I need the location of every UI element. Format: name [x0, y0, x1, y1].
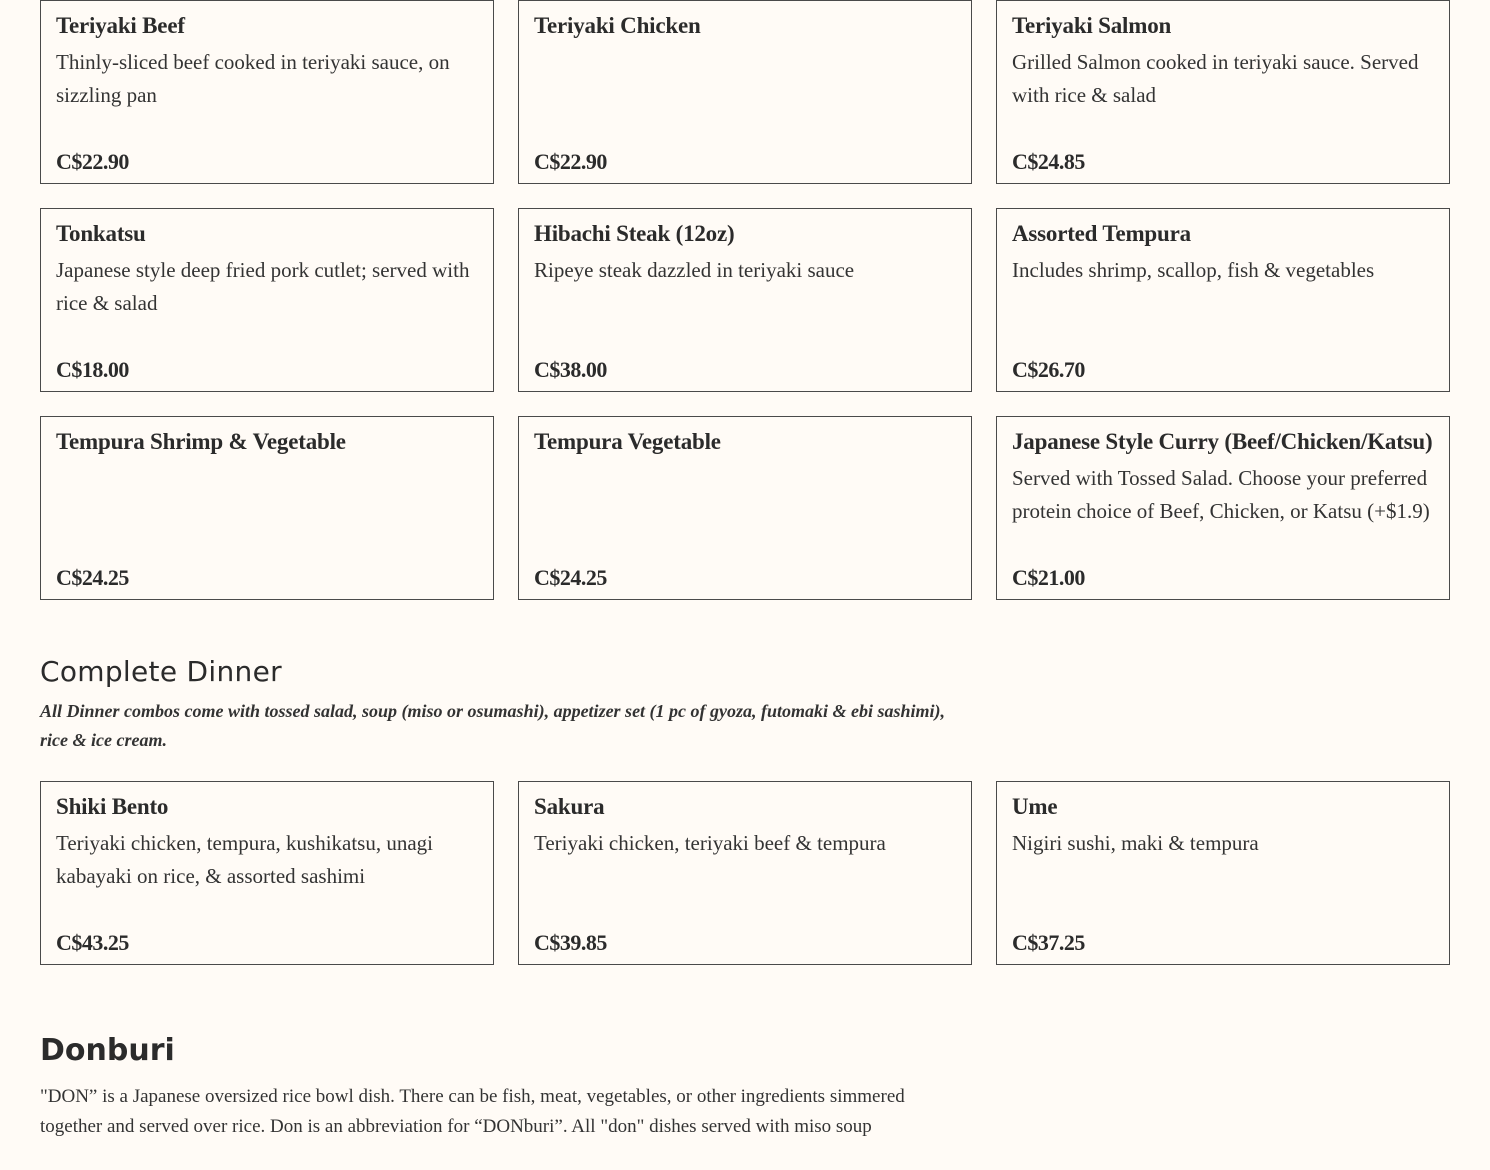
menu-item-name: Teriyaki Beef [56, 13, 185, 38]
menu-item-name: Sakura [534, 794, 605, 819]
menu-item-card[interactable] [518, 781, 972, 965]
menu-item-name: Ume [1012, 794, 1058, 819]
menu-item-card[interactable] [996, 416, 1450, 600]
menu-item-card[interactable] [40, 0, 494, 184]
menu-item-description: Nigiri sushi, maki & tempura [1012, 831, 1259, 855]
menu-item-card[interactable] [996, 781, 1450, 965]
menu-item-card[interactable] [518, 416, 972, 600]
menu-item-description: Japanese style deep fried pork cutlet; served with rice & salad [56, 258, 470, 315]
menu-item-price: C$21.00 [1012, 565, 1085, 590]
menu-item-description: Served with Tossed Salad. Choose your preferred protein choice of Beef, Chicken, or Katsu (+$1.9) [1012, 466, 1430, 523]
menu-item-description: Teriyaki chicken, tempura, kushikatsu, unagi kabayaki on rice, & assorted sashimi [56, 831, 434, 888]
menu-item-name: Shiki Bento [56, 794, 169, 819]
menu-item-description: Teriyaki chicken, teriyaki beef & tempura [534, 831, 886, 855]
menu-item-description: Thinly-sliced beef cooked in teriyaki sauce, on sizzling pan [56, 50, 450, 107]
menu-item-card[interactable] [518, 0, 972, 184]
menu-item-name: Japanese Style Curry (Beef/Chicken/Katsu) [1012, 429, 1433, 454]
menu-item-price: C$26.70 [1012, 357, 1085, 382]
section-description-donburi: "DON” is a Japanese oversized rice bowl dish. There can be fish, meat, vegetables, or other ingredients simmered together and served over rice. Don is an abbreviation for “DONburi”. All "don" dishes served with miso soup [40, 1086, 905, 1137]
menu-item-price: C$24.25 [56, 565, 129, 590]
menu-grid-entrees [40, 0, 1450, 600]
section-title-donburi: Donburi [40, 1033, 175, 1068]
menu-item-price: C$38.00 [534, 357, 607, 382]
menu-item-price: C$37.25 [1012, 930, 1085, 955]
menu-item-card[interactable] [518, 208, 972, 392]
menu-item-price: C$22.90 [56, 149, 129, 174]
menu-item-price: C$18.00 [56, 357, 129, 382]
section-title-complete-dinner: Complete Dinner [40, 655, 282, 688]
menu-item-name: Teriyaki Chicken [534, 13, 701, 38]
menu-item-name: Hibachi Steak (12oz) [534, 221, 735, 246]
menu-item-description: Grilled Salmon cooked in teriyaki sauce. Served with rice & salad [1012, 50, 1419, 107]
menu-item-name: Assorted Tempura [1012, 221, 1191, 246]
menu-item-name: Teriyaki Salmon [1012, 13, 1172, 38]
menu-item-description: Includes shrimp, scallop, fish & vegetables [1012, 258, 1375, 282]
menu-item-card[interactable] [40, 208, 494, 392]
menu-item-card[interactable] [996, 0, 1450, 184]
menu-item-price: C$22.90 [534, 149, 607, 174]
menu-item-price: C$39.85 [534, 930, 607, 955]
menu-item-price: C$43.25 [56, 930, 129, 955]
menu-item-price: C$24.25 [534, 565, 607, 590]
menu-item-card[interactable] [40, 416, 494, 600]
menu-item-name: Tempura Shrimp & Vegetable [56, 429, 346, 454]
menu-item-description: Ripeye steak dazzled in teriyaki sauce [534, 258, 855, 282]
menu-grid-complete-dinner [40, 781, 1450, 965]
menu-item-name: Tempura Vegetable [534, 429, 721, 454]
menu-item-card[interactable] [996, 208, 1450, 392]
menu-item-card[interactable] [40, 781, 494, 965]
section-note-complete-dinner: All Dinner combos come with tossed salad, soup (miso or osumashi), appetizer set (1 pc of gyoza, futomaki & ebi sashimi), rice & ice cream. [40, 701, 946, 750]
menu-item-price: C$24.85 [1012, 149, 1085, 174]
menu-item-name: Tonkatsu [56, 221, 146, 246]
